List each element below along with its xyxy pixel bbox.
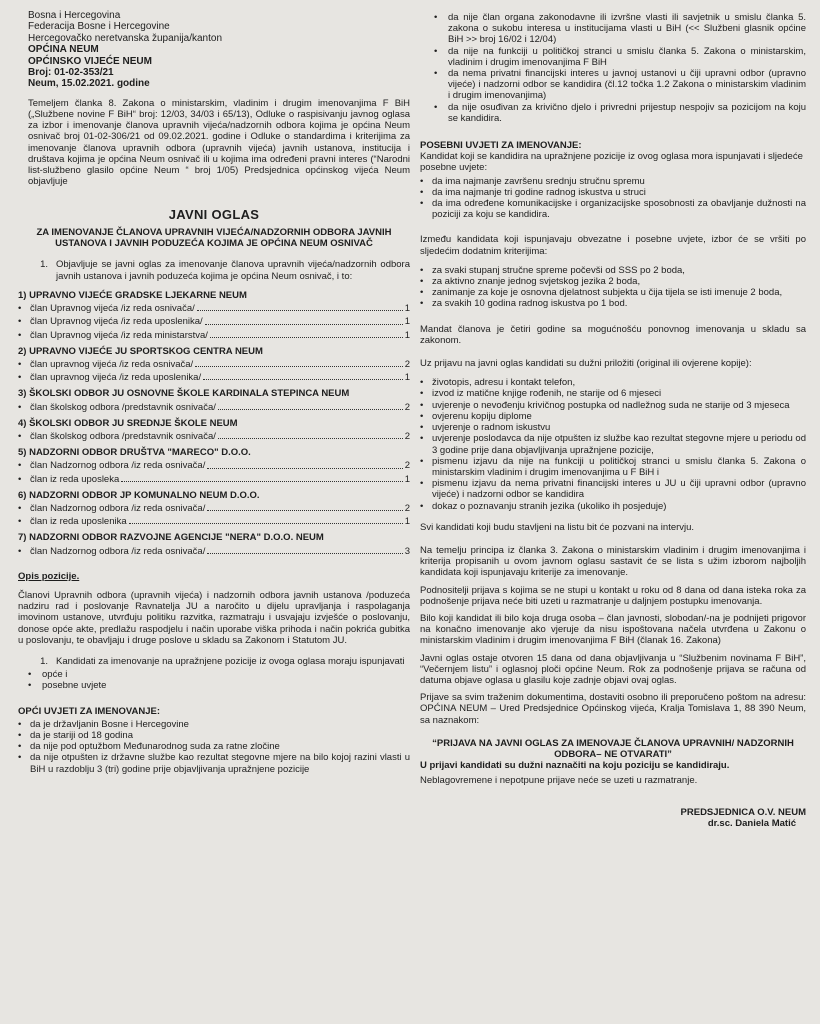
section-title: 3) ŠKOLSKI ODBOR JU OSNOVNE ŠKOLE KARDINALA STEPINCA NEUM xyxy=(18,388,350,400)
list-item: • za svaki stupanj stručne spreme počevši od SSS po 2 boda, xyxy=(420,265,806,276)
list-item: • da ima najmanje tri godine radnog iskustva u struci xyxy=(420,187,806,198)
header-line: Federacija Bosne i Hercegovine xyxy=(28,21,170,33)
signature-title: PREDSJEDNICA O.V. NEUM xyxy=(680,806,806,818)
position-row: • član Nadzornog odbora /iz reda osnivača/ 2 xyxy=(18,460,410,472)
late-applications-note: Neblagovremene i nepotpune prijave neće se uzeti u razmatranje. xyxy=(420,775,698,787)
shortlist-text: Na temelju principa iz članka 3. Zakona o ministarskim vladinim i drugim imenovanjima i kriterija propisanih u ovom javnom oglasu sastavit će se lista s užim izborom najboljih kandidata koji ispunjavaju kriterije za imenovanje. xyxy=(420,544,806,579)
section-title: 7) NADZORNI ODBOR RAZVOJNE AGENCIJE "NERA" D.O.O. NEUM xyxy=(18,532,324,544)
positions-list xyxy=(18,290,410,557)
position-label: član upravnog vijeća /iz reda osnivača/ xyxy=(30,358,194,370)
right-column xyxy=(420,0,806,1024)
list-item: • za aktivno znanje jednog svjetskog jezika 2 boda, xyxy=(420,276,806,287)
list-item: • zanimanje za koje je osnovna djelatnost subjekta u čija tijela se isti imenuje 2 boda, xyxy=(420,287,806,298)
list-item: • opće i xyxy=(18,669,410,680)
list-item: • uvjerenje poslodavca da nije otpušten iz službe kao rezultat stegovne mjere u periodu od 3 godine prije dana objavljivanja upražnjene pozicije, xyxy=(420,433,806,455)
general-conditions-list xyxy=(18,719,410,775)
position-row: • član upravnog vijeća /iz reda osnivača/ 2 xyxy=(18,358,410,370)
position-description-title: Opis pozicije. xyxy=(18,570,80,582)
interview-text: Svi kandidati koji budu stavljeni na listu bit će pozvani na intervju. xyxy=(420,521,695,533)
position-row: • član školskog odbora /predstavnik osnivača/ 2 xyxy=(18,401,410,413)
position-count: 1 xyxy=(404,303,410,315)
list-item: • da nije osuđivan za krivično djelo i privredni prijestup nespojiv sa pozicijom na koju se kandidira. xyxy=(420,102,806,124)
position-row: • član školskog odbora /predstavnik osnivača/ 2 xyxy=(18,430,410,442)
left-column xyxy=(18,0,410,1024)
position-count: 2 xyxy=(404,358,410,370)
attachments-list xyxy=(420,377,806,511)
position-row: • član Upravnog vijeća /iz reda ministarstva/ 1 xyxy=(18,329,410,341)
ad-subtitle: ZA IMENOVANJE ČLANOVA UPRAVNIH VIJEĆA/NADZORNIH ODBORA JAVNIH USTANOVA I JAVNIH PODUZEĆA KOJIMA JE OPĆINA NEUM OSNIVAČ xyxy=(36,226,392,250)
applicants-text: Podnositelji prijava s kojima se ne stupi u kontakt u roku od 8 dana od dana isteka roka za podnošenje prijava neće biti uzeti u razmatranje u daljnjem postupku imenovanja. xyxy=(420,584,806,607)
list-item: • da je stariji od 18 godina xyxy=(18,730,410,741)
position-label: član Nadzornog odbora /iz reda osnivača/ xyxy=(30,460,206,472)
section-title: 1) UPRAVNO VIJEĆE GRADSKE LJEKARNE NEUM xyxy=(18,289,247,301)
section-title: 2) UPRAVNO VIJEĆE JU SPORTSKOG CENTRA NEUM xyxy=(18,345,263,357)
position-row: • član Nadzornog odbora /iz reda osnivača/ 2 xyxy=(18,502,410,514)
intro-paragraph: Temeljem članka 8. Zakona o ministarskim, vladinim i drugim imenovanjima F BiH („Službene novine F BiH“ broj: 12/03, 34/03 i 65/13), Odluke o raspisivanju javnog oglasa za izbor i imenovanje članova upravnih vijeća/nadzornih odbora kojima je općina Neum osnivač broj 01-02-306/21 od 09.02.2021. godine i Odluke o standardima i kriterijima za imenovanje članova upravnih odbora (upravnih vijeća) javnih ustanova, institucija i društava kojima je općina Neum osnivač ili u kojima ima određeni pravni interes (“Narodni list-službeno glasilo općine Neum “ broj 1/05) Predsjednica općinskog vijeća Neum objavljuje xyxy=(28,97,410,188)
list-item: • uvjerenje o radnom iskustvu xyxy=(420,422,806,433)
header-line: Bosna i Hercegovina xyxy=(28,10,121,21)
position-row: • član Upravnog vijeća /iz reda osnivača/ 1 xyxy=(18,303,410,315)
position-count: 2 xyxy=(404,430,410,442)
position-count: 1 xyxy=(404,329,410,341)
general-conditions-list-continued xyxy=(420,12,806,124)
numbered-item xyxy=(18,656,410,667)
numbered-item xyxy=(18,259,410,281)
envelope-mark: “PRIJAVA NA JAVNI OGLAS ZA IMENOVAJE ČLANOVA UPRAVNIH/ NADZORNIH ODBORA– NE OTVARATI” xyxy=(432,737,794,760)
criteria-intro: Između kandidata koji ispunjavaju obvezatne i posebne uvjete, izbor će se vršiti po sljedećim dodatnim kriterijima: xyxy=(420,234,806,257)
list-item: • ovjerenu kopiju diplome xyxy=(420,411,806,422)
ad-title: JAVNI OGLAS xyxy=(168,207,260,223)
position-label: član školskog odbora /predstavnik osnivača/ xyxy=(30,430,216,442)
position-label: član Nadzornog odbora /iz reda osnivača/ xyxy=(30,502,206,514)
section-title: 6) NADZORNI ODBOR JP KOMUNALNO NEUM D.O.O. xyxy=(18,489,260,501)
list-item: • da nije otpušten iz državne službe kao rezultat stegovne mjere na bilo kojoj razini vlasti u BiH u razdoblju 3 (tri) godine prije objavljivanja upražnjene pozicije xyxy=(18,752,410,774)
mandate-text: Mandat članova je četiri godine sa mogućnošću ponovnog imenovanja u skladu sa zakonom. xyxy=(420,323,806,346)
position-label: član upravnog vijeća /iz reda uposlenika/ xyxy=(30,372,202,384)
position-description: Članovi Upravnih odbora (upravnih vijeća) i nadzornih odbora javnih ustanova /poduzeća nadziru rad i poslovanje Ravnatelja JU a naročito u dijelu upravljanja i raspolaganja imovinom ustanove, utvrđuju politiku razvitka, razmatraju i usvajaju izvješće o poslovanju, donose opće akte, predlažu raspodjelu i način uporabe viška prihoda i način pokrića gubitka u poslovanju, te obavljaju i druge poslove u skladu sa Zakonom i Statutom JU. xyxy=(18,589,410,646)
list-item: • pismenu izjavu da nije na funkciji u političkoj stranci u smislu članka 5. Zakona o ministarskim vladinim i drugim imenovanjima u F BiH i xyxy=(420,456,806,478)
item-text: Kandidati za imenovanje na upražnjene pozicije iz ovoga oglasa moraju ispunjavati xyxy=(56,655,405,667)
list-item: • uvjerenje o nevođenju krivičnog postupka od nadležnog suda ne starije od 3 mjeseca xyxy=(420,400,806,411)
position-label: član iz reda uposlenika xyxy=(30,516,127,528)
position-count: 1 xyxy=(404,473,410,485)
list-item: • da je državljanin Bosne i Hercegovine xyxy=(18,719,410,730)
position-count: 2 xyxy=(404,460,410,472)
position-label: član Upravnog vijeća /iz reda osnivača/ xyxy=(30,303,195,315)
document-header xyxy=(28,10,410,90)
position-row: • član iz reda uposlenika 1 xyxy=(18,516,410,528)
position-count: 1 xyxy=(404,372,410,384)
list-item: • da nije član organa zakonodavne ili izvršne vlasti ili savjetnik u smislu članka 5. zakona o sukobu interesa u institucijama vlasti u BiH (<< Službeni glasnik općine BiH >> broj 16/02 i 12/04) xyxy=(420,12,806,46)
position-count: 1 xyxy=(404,316,410,328)
position-count: 3 xyxy=(404,545,410,557)
list-item: • za svakih 10 godina radnog iskustva po 1 bod. xyxy=(420,298,806,309)
position-row: • član Nadzornog odbora /iz reda osnivača/ 3 xyxy=(18,545,410,557)
list-item: • da ima najmanje završenu srednju stručnu spremu xyxy=(420,176,806,187)
position-count: 2 xyxy=(404,502,410,514)
submission-text: Prijave sa svim traženim dokumentima, dostaviti osobno ili preporučeno poštom na adresu: OPĆINA NEUM – Ured Predsjednice Općinskog vijeća, Kralja Tomislava 1, 88 390 Neum, sa naznakom: xyxy=(420,692,806,726)
position-label: član iz reda uposleka xyxy=(30,473,120,485)
list-item: • da nema privatni financijski interes u javnoj ustanovi u čiji upravni odbor (upravno vijeće) i nadzorni odbor se kandidira (čl.12 točka 1.2 Zakona o ministarskim vladinim i drugim imenovanjima) xyxy=(420,68,806,102)
list-item: • životopis, adresu i kontakt telefon, xyxy=(420,377,806,388)
header-line: OPĆINA NEUM xyxy=(28,44,99,56)
criteria-list xyxy=(420,265,806,310)
position-label: član školskog odbora /predstavnik osnivača/ xyxy=(30,401,216,413)
position-label: član Upravnog vijeća /iz reda ministarstva/ xyxy=(30,329,208,341)
item-number: 1. xyxy=(40,259,48,271)
objection-text: Bilo koji kandidat ili bilo koja druga osoba – član javnosti, slobodan/-na je podnijeti prigovor na konačno imenovanje ako vjeruje da nisu ispoštovana načela utvrđena u Zakonu o ministarskim vladinim i drugim imenovanjima F BiH (članak 16. Zakona) xyxy=(420,612,806,647)
conditions-types-list xyxy=(18,669,410,691)
list-item: • izvod iz matične knjige rođenih, ne starije od 6 mjeseci xyxy=(420,388,806,399)
special-conditions-intro: Kandidat koji se kandidira na upražnjene pozicije iz ovog oglasa mora ispunjavati i sljedeće posebne uvjete: xyxy=(420,151,803,174)
header-line: Neum, 15.02.2021. godine xyxy=(28,78,150,90)
position-label: član Upravnog vijeća /iz reda uposlenika/ xyxy=(30,316,203,328)
section-title: 5) NADZORNI ODBOR DRUŠTVA "MARECO" D.O.O. xyxy=(18,447,251,459)
attachments-intro: Uz prijavu na javni oglas kandidati su dužni priložiti (original ili ovjerene kopije): xyxy=(420,358,752,370)
open-period-text: Javni oglas ostaje otvoren 15 dana od dana objavljivanja u “Službenim novinama F BiH”, “Večernjem listu” i oglasnoj ploči općine Neum. Rok za podnošenje prijava se računa od datuma objave oglasa u glasilu koje zadnje objavi ovaj oglas. xyxy=(420,652,806,686)
general-conditions-title: OPĆI UVJETI ZA IMENOVANJE: xyxy=(18,705,160,717)
signature-name: dr.sc. Daniela Matić xyxy=(707,817,796,829)
position-label: član Nadzornog odbora /iz reda osnivača/ xyxy=(30,545,206,557)
position-row: • član iz reda uposleka 1 xyxy=(18,473,410,485)
list-item: • dokaz o poznavanju stranih jezika (ukoliko ih posjeduje) xyxy=(420,501,806,512)
list-item: • da nije pod optužbom Međunarodnog suda za ratne zločine xyxy=(18,741,410,752)
item-number: 1. xyxy=(40,655,48,667)
header-line: OPĆINSKO VIJEĆE NEUM xyxy=(28,55,152,67)
list-item: • posebne uvjete xyxy=(18,680,410,691)
header-line: Broj: 01-02-353/21 xyxy=(28,67,114,79)
header-line: Hercegovačko neretvanska županija/kanton xyxy=(28,32,223,44)
section-title: 4) ŠKOLSKI ODBOR JU SREDNJE ŠKOLE NEUM xyxy=(18,417,238,429)
position-row: • član Upravnog vijeća /iz reda uposlenika/ 1 xyxy=(18,316,410,328)
list-item: • da nije na funkciji u političkoj stranci u smislu članka 5. Zakona o ministarskim, vladinim i drugim imenovanjima F BiH xyxy=(420,46,806,68)
position-note: U prijavi kandidati su dužni naznačiti na koju poziciju se kandidiraju. xyxy=(420,760,730,772)
item-text: Objavljuje se javni oglas za imenovanje članova upravnih vijeća/nadzornih odbora javnih ustanova i javnih poduzeća kojima je općina Neum osnivač, i to: xyxy=(56,259,410,282)
special-conditions-list xyxy=(420,176,806,221)
position-row: • član upravnog vijeća /iz reda uposlenika/ 1 xyxy=(18,372,410,384)
position-count: 2 xyxy=(404,401,410,413)
position-count: 1 xyxy=(404,516,410,528)
list-item: • pismenu izjavu da nema privatni financijski interes u JU u čiji upravni odbor (upravno vijeće) i nadzorni odbor se kandidira xyxy=(420,478,806,500)
list-item: • da ima određene komunikacijske i organizacijske sposobnosti za obavljanje dužnosti na poziciji za koju se kandidira. xyxy=(420,198,806,220)
special-conditions-title: POSEBNI UVJETI ZA IMENOVANJE: xyxy=(420,140,582,152)
